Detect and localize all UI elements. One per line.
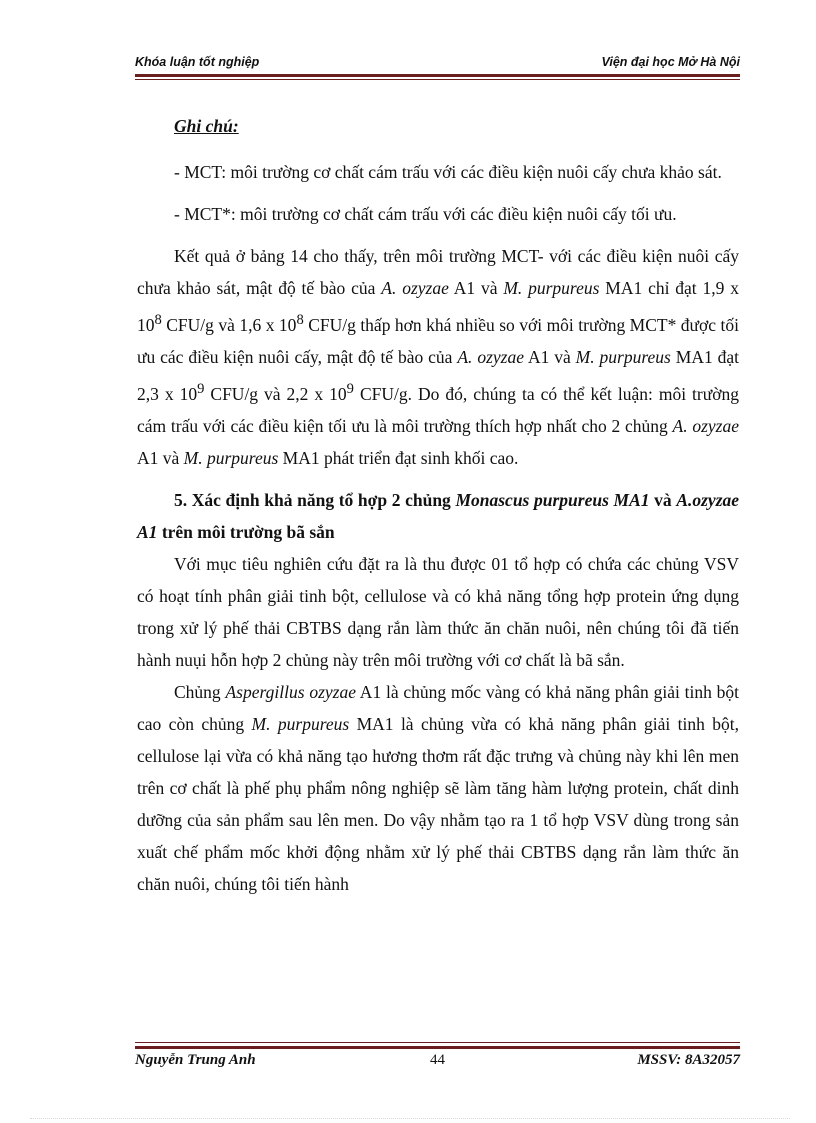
header-thesis-label: Khóa luận tốt nghiệp [135, 55, 260, 69]
header-rule-thick [135, 74, 740, 77]
section-heading: 5. Xác định khả năng tổ hợp 2 chủng Monascus purpureus MA1 và A.ozyzae A1 trên môi trường bã sắn [137, 489, 740, 542]
page-bottom-dotted-line [30, 1118, 790, 1119]
footer-rule-thick [135, 1046, 740, 1049]
header-institution: Viện đại học Mở Hà Nội [601, 55, 740, 69]
note-line-mct: - MCT: môi trường cơ chất cám trấu với các điều kiện nuôi cấy chưa khảo sát. [174, 162, 722, 182]
strain-paragraph: Chủng Aspergillus ozyzae A1 là chủng mốc vàng có khả năng phân giải tinh bột cao còn chủng M. purpureus MA1 là chủng vừa có khả năng phân giải tinh bột, cellulose lại vừa có khả năng tạo hương thơm rất đặc trưng và chủng này khi lên men trên cơ chất là phế phụ phẩm nông nghiệp sẽ làm tăng hàm lượng protein, chất dinh dưỡng của sản phẩm sau lên men. Do vậy nhằm tạo ra 1 tổ hợp VSV dùng trong sản xuất chế phẩm mốc khởi động nhằm xử lý phế thải CBTBS dạng rắn làm thức ăn chăn nuôi, chúng tôi tiến hành [137, 681, 739, 894]
footer-student-id: MSSV: 8A32057 [637, 1052, 740, 1068]
page-body [137, 110, 739, 900]
page-number: 44 [430, 1052, 445, 1068]
note-line-mct-star: - MCT*: môi trường cơ chất cám trấu với các điều kiện nuôi cấy tối ưu. [174, 204, 677, 224]
page-header [135, 55, 740, 71]
footer-author: Nguyễn Trung Anh [135, 1052, 256, 1068]
page-footer [135, 1052, 740, 1072]
header-rule-thin [135, 79, 740, 80]
footer-rule-thin [135, 1042, 740, 1043]
objective-paragraph: Với mục tiêu nghiên cứu đặt ra là thu được 01 tổ hợp có chứa các chủng VSV có hoạt tính phân giải tinh bột, cellulose và có khả năng tổng hợp protein ứng dụng trong xử lý phế thải CBTBS dạng rắn làm thức ăn chăn nuôi, nên chúng tôi đã tiến hành nuụi hỗn hợp 2 chủng này trên môi trường với cơ chất là bã sắn. [137, 553, 739, 670]
note-title: Ghi chú: [174, 116, 239, 136]
results-paragraph: Kết quả ở bảng 14 cho thấy, trên môi trường MCT- với các điều kiện nuôi cấy chưa khảo sát, mật độ tế bào của A. ozyzae A1 và M. purpureus MA1 chỉ đạt 1,9 x $10^8$ CFU/g và 1,6 x $10^8$ CFU/g thấp hơn khá nhiều so với môi trường MCT* được tối ưu các điều kiện nuôi cấy, mật độ tế bào của A. ozyzae A1 và M. purpureus MA1 đạt 2,3 x $10^9$ CFU/g và 2,2 x $10^9$ CFU/g. Do đó, chúng ta có thể kết luận: môi trường cám trấu với các điều kiện tối ưu là môi trường thích hợp nhất cho 2 chủng A. ozyzae A1 và M. purpureus MA1 phát triển đạt sinh khối cao. [137, 246, 739, 468]
